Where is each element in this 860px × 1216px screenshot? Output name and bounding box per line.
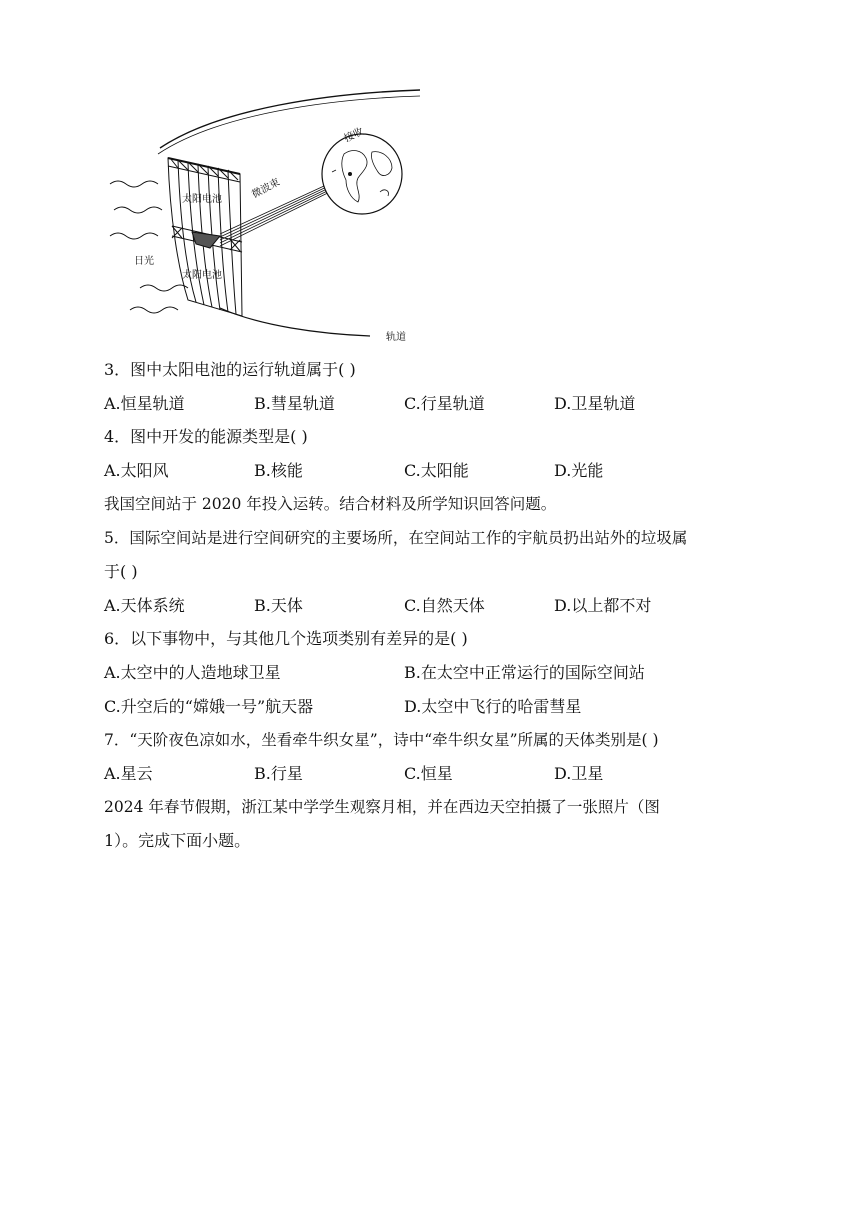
question-7-stem: 7．“天阶夜色凉如水，坐看牵牛织女星”，诗中“牵牛织女星”所属的天体类别是( ) — [104, 731, 659, 749]
solar-panel — [168, 158, 242, 316]
label-solar-bottom: 太阳电池 — [182, 270, 222, 281]
orbit-arc-bottom — [220, 308, 370, 336]
earth-globe-icon — [322, 134, 402, 214]
question-3-stem: 3．图中太阳电池的运行轨道属于( ) — [104, 360, 356, 379]
q4-option-b: B.核能 — [254, 461, 303, 480]
label-orbit: 轨道 — [386, 332, 406, 343]
q5-option-d: D.以上都不对 — [554, 596, 652, 615]
q3-option-b: B.彗星轨道 — [254, 394, 335, 413]
q6-option-b: B.在太空中正常运行的国际空间站 — [404, 663, 645, 682]
q4-option-a: A.太阳风 — [104, 461, 169, 480]
label-sunlight: 日光 — [134, 256, 154, 267]
material-1: 我国空间站于 2020 年投入运转。结合材料及所学知识回答问题。 — [104, 495, 557, 513]
material-2-line1: 2024 年春节假期，浙江某中学学生观察月相，并在西边天空拍摄了一张照片（图 — [104, 798, 660, 816]
q7-option-a: A.星云 — [104, 764, 153, 783]
q7-option-d: D.卫星 — [554, 764, 604, 783]
q3-option-d: D.卫星轨道 — [554, 394, 636, 413]
label-microwave: 微波束 — [250, 176, 282, 201]
q3-option-c: C.行星轨道 — [404, 394, 485, 413]
question-5-stem-line2: 于( ) — [104, 562, 138, 581]
q5-option-c: C.自然天体 — [404, 596, 485, 615]
label-receive: 接收 — [342, 126, 366, 145]
q5-option-b: B.天体 — [254, 596, 303, 615]
question-4-stem: 4．图中开发的能源类型是( ) — [104, 427, 308, 446]
question-6-stem: 6．以下事物中，与其他几个选项类别有差异的是( ) — [104, 629, 468, 648]
q7-option-c: C.恒星 — [404, 764, 453, 783]
q7-option-b: B.行星 — [254, 764, 303, 783]
material-2-line2: 1）。完成下面小题。 — [104, 831, 251, 850]
q5-option-a: A.天体系统 — [104, 596, 185, 615]
q6-option-d: D.太空中飞行的哈雷彗星 — [404, 697, 582, 716]
q3-option-a: A.恒星轨道 — [104, 394, 185, 413]
q4-option-d: D.光能 — [554, 461, 604, 480]
q6-option-a: A.太空中的人造地球卫星 — [104, 663, 281, 682]
label-solar-top: 太阳电池 — [182, 194, 222, 205]
question-5-stem-line1: 5．国际空间站是进行空间研究的主要场所，在空间站工作的宇航员扔出站外的垃圾属 — [104, 529, 688, 547]
solar-satellite-figure — [100, 88, 420, 350]
q6-option-c: C.升空后的“嫦娥一号”航天器 — [104, 697, 314, 716]
q4-option-c: C.太阳能 — [404, 461, 469, 480]
